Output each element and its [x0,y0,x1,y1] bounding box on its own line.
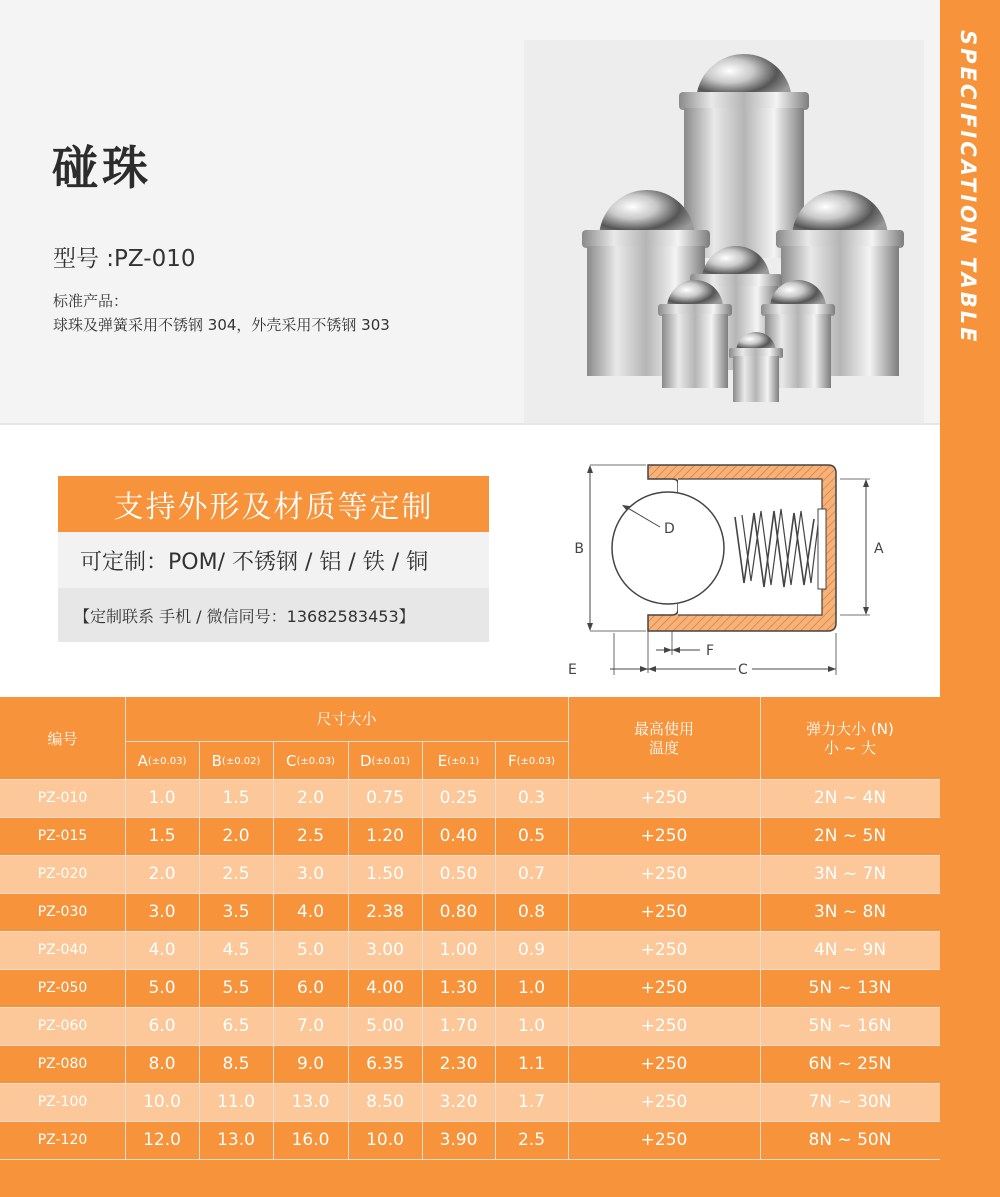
grid-hline [0,855,940,856]
cell-f: 1.1 [517,1054,546,1074]
grid-hline [0,931,940,932]
cell-d: 8.50 [366,1092,404,1112]
cell-f: 0.7 [517,864,546,884]
header-col-f: F (±0.03) [507,751,556,770]
drawing-label-f: F [706,643,715,659]
grid-hline [0,779,940,780]
cell-code: PZ-100 [37,1094,88,1110]
grid-vline [273,741,274,1159]
cell-e: 3.90 [439,1130,478,1150]
drawing-label-b: B [574,541,584,557]
cell-d: 10.0 [366,1130,404,1150]
product-model: 型号 :PZ-010 [53,246,196,272]
header-spring-force: 弹力大小 (N) 小 ~ 大 [806,720,894,757]
cell-b: 1.5 [222,788,250,808]
table-row [0,1007,940,1045]
cell-code: PZ-010 [37,790,88,806]
cell-a: 8.0 [148,1054,176,1074]
cell-c: 16.0 [291,1130,330,1150]
grid-hline [0,1121,940,1122]
cell-b: 11.0 [217,1092,255,1112]
cell-b: 2.0 [222,826,250,846]
table-row [0,893,940,931]
cell-e: 0.80 [439,902,478,922]
grid-hline [0,1045,940,1046]
cell-e: 1.70 [439,1016,478,1036]
cell-e: 1.30 [439,978,478,998]
grid-hline [0,817,940,818]
cell-f: 0.5 [517,826,546,846]
cell-temp: +250 [640,1054,688,1074]
table-row [0,931,940,969]
cell-d: 3.00 [366,940,404,960]
cell-a: 6.0 [148,1016,176,1036]
cell-d: 0.75 [366,788,404,808]
cell-code: PZ-040 [37,942,88,958]
cell-f: 0.8 [517,902,546,922]
cell-force: 3N ~ 7N [813,864,887,884]
grid-hline [0,1083,940,1084]
table-row [0,855,940,893]
drawing-label-e: E [568,662,577,678]
grid-vline [199,741,200,1159]
table-row [0,1121,940,1159]
cell-b: 4.5 [222,940,250,960]
cell-temp: +250 [640,826,688,846]
cell-temp: +250 [640,864,688,884]
cell-force: 7N ~ 30N [808,1092,892,1112]
cell-b: 13.0 [217,1130,255,1150]
table-row [0,817,940,855]
header-col-d: D (±0.01) [359,751,410,770]
cell-force: 2N ~ 4N [813,788,887,808]
product-title: 碰珠 [52,141,152,195]
grid-hline [0,969,940,970]
header-max-temp: 最高使用 温度 [633,720,694,757]
cell-force: 5N ~ 16N [808,1016,892,1036]
cell-force: 5N ~ 13N [808,978,892,998]
grid-vline [568,697,569,1159]
cell-temp: +250 [640,788,688,808]
cell-f: 1.0 [517,1016,546,1036]
cell-b: 2.5 [222,864,250,884]
drawing-label-c: C [738,662,748,678]
cell-b: 8.5 [222,1054,250,1074]
cell-e: 0.50 [439,864,478,884]
cell-d: 1.50 [366,864,404,884]
cell-force: 6N ~ 25N [808,1054,892,1074]
cell-a: 10.0 [143,1092,181,1112]
cell-code: PZ-015 [37,828,88,844]
table-row [0,969,940,1007]
grid-vline [495,741,496,1159]
drawing-label-a: A [874,541,884,557]
cell-temp: +250 [640,1092,688,1112]
table-row [0,1045,940,1083]
cell-a: 4.0 [148,940,176,960]
cell-b: 6.5 [222,1016,250,1036]
cell-c: 5.0 [296,940,325,960]
cell-f: 1.0 [517,978,546,998]
grid-hline [0,1007,940,1008]
cell-code: PZ-050 [37,980,88,996]
cell-temp: +250 [640,902,688,922]
header-col-b: B (±0.02) [211,751,261,770]
cell-c: 9.0 [296,1054,325,1074]
cell-temp: +250 [640,1016,688,1036]
cell-d: 5.00 [366,1016,404,1036]
cell-force: 4N ~ 9N [813,940,887,960]
cell-c: 7.0 [296,1016,325,1036]
cell-b: 3.5 [222,902,250,922]
cell-a: 1.5 [148,826,176,846]
cell-temp: +250 [640,1130,688,1150]
grid-vline [760,697,761,1159]
grid-hline [0,1159,940,1160]
cell-e: 0.40 [439,826,478,846]
grid-hline [125,741,568,742]
grid-vline [125,697,126,1159]
cell-d: 2.38 [366,902,404,922]
header-col-a: A (±0.03) [137,751,187,770]
cell-f: 0.9 [517,940,546,960]
customization-banner: 支持外形及材质等定制 [58,476,489,532]
cell-d: 6.35 [366,1054,404,1074]
cell-e: 0.25 [439,788,478,808]
cell-d: 4.00 [366,978,404,998]
cell-force: 2N ~ 5N [813,826,887,846]
cell-c: 3.0 [296,864,325,884]
cell-f: 0.3 [517,788,546,808]
cell-d: 1.20 [366,826,404,846]
header-col-c: C (±0.03) [286,751,335,770]
standard-description: 球珠及弹簧采用不锈钢 304，外壳采用不锈钢 303 [53,316,390,334]
cell-c: 2.5 [296,826,325,846]
grid-vline [348,741,349,1159]
grid-vline [422,741,423,1159]
product-photo [524,40,924,423]
cell-temp: +250 [640,940,688,960]
cell-b: 5.5 [222,978,250,998]
cell-code: PZ-080 [37,1056,88,1072]
cell-e: 3.20 [439,1092,478,1112]
cell-code: PZ-060 [37,1018,88,1034]
header-code: 编号 [47,729,78,748]
standard-label: 标准产品： [53,292,129,310]
contact-info: 【定制联系 手机 / 微信同号：13682583453】 [58,588,489,642]
cell-c: 6.0 [296,978,325,998]
cell-a: 5.0 [148,978,176,998]
cell-a: 12.0 [143,1130,181,1150]
cell-force: 3N ~ 8N [813,902,887,922]
cell-force: 8N ~ 50N [808,1130,892,1150]
cell-code: PZ-020 [37,866,88,882]
customizable-materials: 可定制：POM/ 不锈钢 / 铝 / 铁 / 铜 [58,532,489,588]
drawing-label-d: D [664,521,675,537]
technical-drawing [560,455,900,687]
cell-a: 1.0 [148,788,176,808]
table-row [0,779,940,817]
header-dimensions: 尺寸大小 [316,709,377,728]
cell-a: 2.0 [148,864,176,884]
cell-code: PZ-120 [37,1132,88,1148]
side-label: SPECIFICATION TABLE [956,30,980,345]
cell-e: 2.30 [439,1054,478,1074]
cell-c: 2.0 [296,788,325,808]
cell-c: 4.0 [296,902,325,922]
table-row [0,1083,940,1121]
cell-c: 13.0 [291,1092,330,1112]
cell-e: 1.00 [439,940,478,960]
cell-code: PZ-030 [37,904,88,920]
grid-hline [0,893,940,894]
cell-f: 2.5 [517,1130,546,1150]
cell-a: 3.0 [148,902,176,922]
cell-temp: +250 [640,978,688,998]
cell-f: 1.7 [517,1092,546,1112]
section-divider [0,423,940,425]
header-col-e: E (±0.1) [437,751,480,770]
